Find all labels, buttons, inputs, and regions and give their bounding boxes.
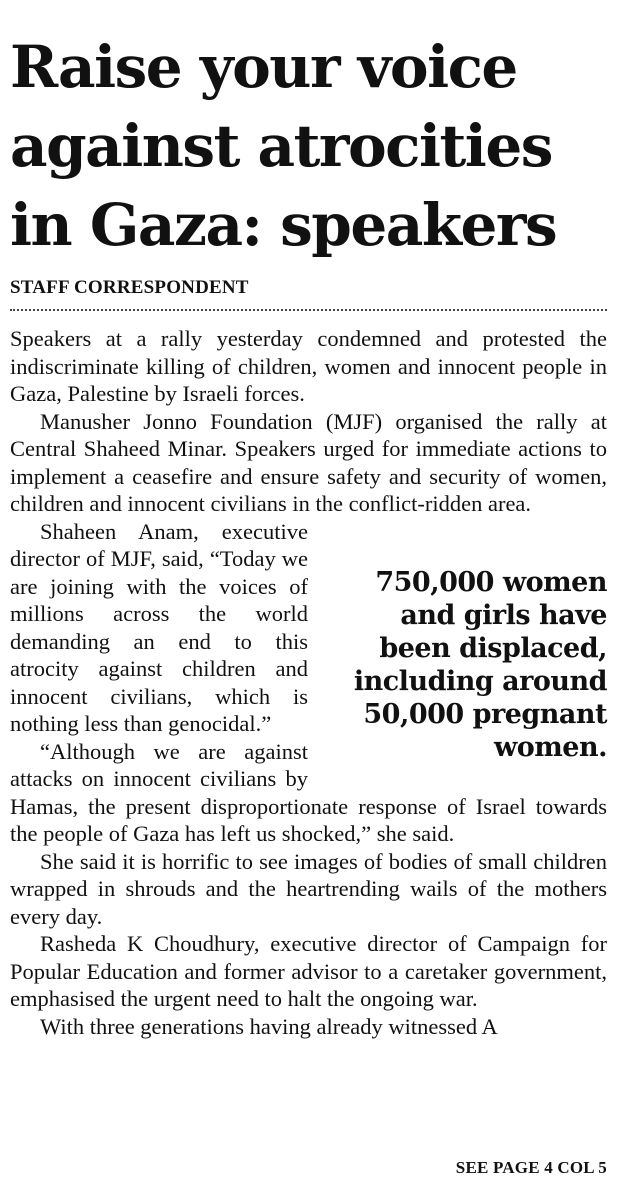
headline-line: Raise your voice: [10, 33, 517, 101]
paragraph: She said it is horrific to see images of bodies of small children wrapped in shrouds and the heartrending wails of the mothers every day.: [10, 848, 607, 929]
paragraph: Rasheda K Choudhury, executive director of Campaign for Popular Education and former advisor to a caretaker government, emphasised the urgent need to halt the ongoing war.: [10, 931, 607, 1011]
byline: STAFF CORRESPONDENT: [10, 277, 249, 298]
paragraph: With three generations having already witnessed A: [40, 1013, 498, 1039]
article: [10, 0, 607, 1040]
pull-quote: 750,000 women and girls have been displaced, including around 50,000 pregnant women.: [353, 566, 607, 763]
headline-line: in Gaza: speakers: [10, 191, 557, 259]
continuation-note: SEE PAGE 4 COL 5: [455, 1158, 607, 1177]
article-body: [10, 325, 607, 1040]
headline: [10, 0, 607, 265]
paragraph: Manusher Jonno Foundation (MJF) organised the rally at Central Shaheed Minar. Speakers urged for immediate actions to implement a ceasefire and ensure safety and security of women, children and innocent civilians in the conflict-ridden area.: [10, 408, 607, 516]
paragraph: Shaheen Anam, executive director of MJF, said, “Today we are joining with the voices of millions across the world demanding an end to this atrocity against children and innocent civilians, which is nothing less than genocidal.”: [10, 518, 308, 736]
dotted-divider: [10, 309, 607, 311]
headline-line: against atrocities: [10, 112, 552, 180]
paragraph: Speakers at a rally yesterday condemned and protested the indiscriminate killing of children, women and innocent people in Gaza, Palestine by Israeli forces.: [10, 326, 607, 406]
paragraph: “Although we are against attacks on innocent civilians by Hamas, the present disproportionate response of Israel towards the people of Gaza has left us shocked,” she said.: [10, 738, 607, 846]
